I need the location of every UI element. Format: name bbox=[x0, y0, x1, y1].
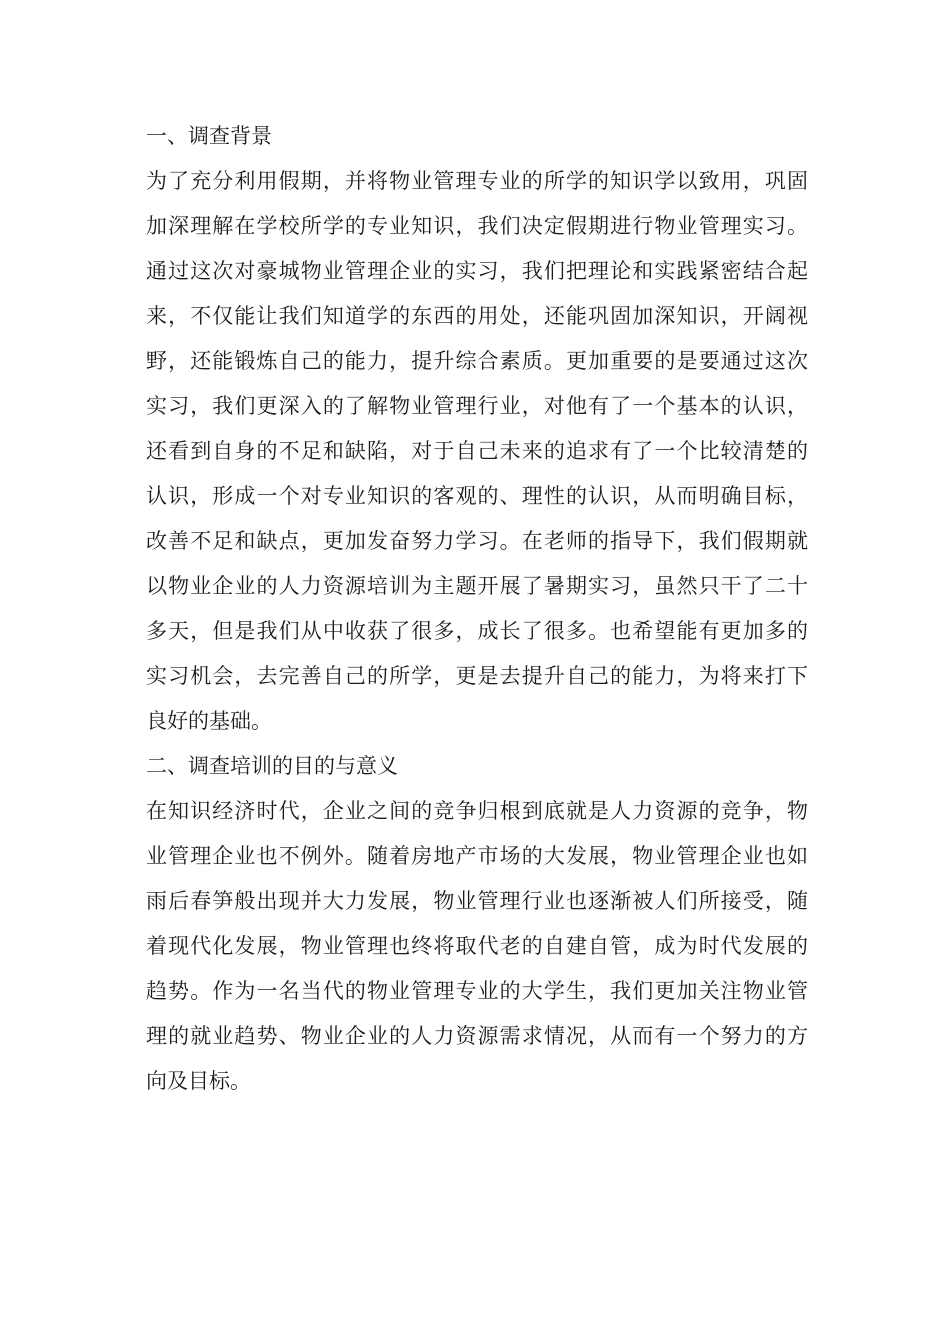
paragraph-purpose bbox=[146, 789, 808, 1104]
text-line: 雨后春笋般出现并大力发展，物业管理行业也逐渐被人们所接受，随 bbox=[146, 889, 810, 913]
document-body bbox=[146, 114, 808, 1104]
text-line: 加深理解在学校所学的专业知识，我们决定假期进行物业管理实习。 bbox=[146, 214, 810, 238]
text-line: 理的就业趋势、物业企业的人力资源需求情况，从而有一个努力的方 bbox=[146, 1024, 810, 1048]
text-line: 还看到自身的不足和缺陷，对于自己未来的追求有了一个比较清楚的 bbox=[146, 439, 810, 463]
text-line: 野，还能锻炼自己的能力，提升综合素质。更加重要的是要通过这次 bbox=[146, 349, 810, 373]
text-line: 在知识经济时代，企业之间的竞争归根到底就是人力资源的竞争，物 bbox=[146, 799, 810, 823]
section-heading-background: 一、调查背景 bbox=[146, 124, 272, 148]
text-line: 向及目标。 bbox=[146, 1069, 251, 1093]
text-line: 实习机会，去完善自己的所学，更是去提升自己的能力，为将来打下 bbox=[146, 664, 810, 688]
section-heading-purpose: 二、调查培训的目的与意义 bbox=[146, 754, 398, 778]
text-line: 多天，但是我们从中收获了很多，成长了很多。也希望能有更加多的 bbox=[146, 619, 810, 643]
text-line: 着现代化发展，物业管理也终将取代老的自建自管，成为时代发展的 bbox=[146, 934, 810, 958]
text-line: 趋势。作为一名当代的物业管理专业的大学生，我们更加关注物业管 bbox=[146, 979, 810, 1003]
text-line: 以物业企业的人力资源培训为主题开展了暑期实习，虽然只干了二十 bbox=[146, 574, 810, 598]
text-line: 改善不足和缺点，更加发奋努力学习。在老师的指导下，我们假期就 bbox=[146, 529, 810, 553]
text-line: 为了充分利用假期，并将物业管理专业的所学的知识学以致用，巩固 bbox=[146, 169, 810, 193]
text-line: 良好的基础。 bbox=[146, 709, 272, 733]
text-line: 来，不仅能让我们知道学的东西的用处，还能巩固加深知识，开阔视 bbox=[146, 304, 810, 328]
text-line: 业管理企业也不例外。随着房地产市场的大发展，物业管理企业也如 bbox=[146, 844, 810, 868]
text-line: 实习，我们更深入的了解物业管理行业，对他有了一个基本的认识， bbox=[146, 394, 810, 418]
text-line: 通过这次对豪城物业管理企业的实习，我们把理论和实践紧密结合起 bbox=[146, 259, 810, 283]
paragraph-background bbox=[146, 159, 808, 744]
text-line: 认识，形成一个对专业知识的客观的、理性的认识，从而明确目标， bbox=[146, 484, 810, 508]
